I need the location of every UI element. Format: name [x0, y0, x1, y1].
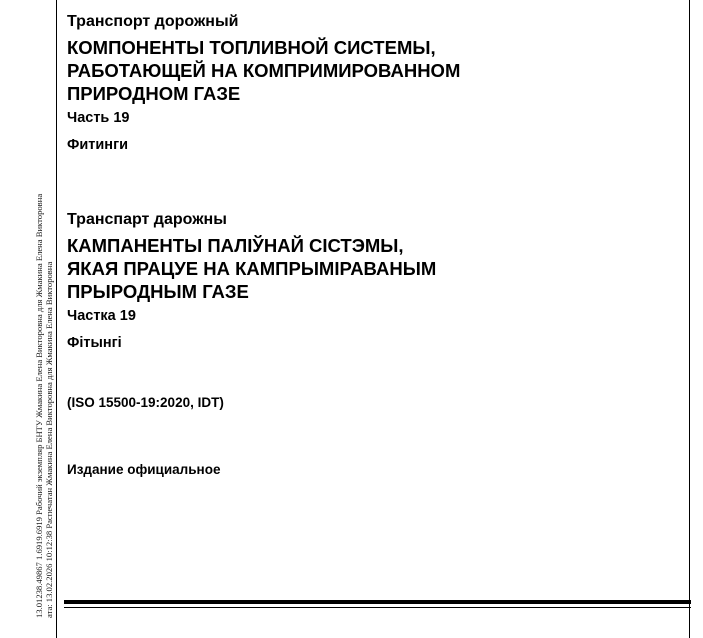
ru-part-name: Фитинги: [67, 137, 129, 153]
ru-title: [67, 36, 677, 105]
ru-title-line-3: ПРИРОДНОМ ГАЗЕ: [67, 83, 241, 104]
be-title-line-2: ЯКАЯ ПРАЦУЕ НА КАМПРЫМІРАВАНЫМ: [67, 258, 437, 279]
iso-reference: (ISO 15500-19:2020, IDT): [67, 395, 224, 410]
ru-title-line-1: КОМПОНЕНТЫ ТОПЛИВНОЙ СИСТЕМЫ,: [67, 37, 436, 58]
be-part-number: Частка 19: [67, 308, 136, 324]
bottom-rule-thick: [64, 600, 691, 604]
ru-title-line-2: РАБОТАЮЩЕЙ НА КОМПРИМИРОВАННОМ: [67, 60, 461, 81]
side-stamp-line-2: ата: 13.02.2026 10:12:38 Распечатан Жмакина Елена Викторовна для Жмакина Елена Викторовна: [44, 261, 54, 618]
be-part-name: Фітынгі: [67, 335, 122, 351]
belarusian-title-block: [67, 210, 677, 353]
be-title: [67, 234, 677, 303]
official-edition-label: Издание официальное: [67, 462, 221, 477]
side-stamp-line-1: 13.01238.49867 1.6919.6919 Рабочий экземпляр БНТУ Жмакина Елена Викторовна для Жмакина Елена Викторовна: [34, 193, 44, 618]
russian-title-block: [67, 12, 677, 155]
be-title-line-1: КАМПАНЕНТЫ ПАЛІЎНАЙ СІСТЭМЫ,: [67, 235, 404, 256]
bottom-rule-thin: [64, 607, 691, 608]
be-title-line-3: ПРЫРОДНЫМ ГАЗЕ: [67, 281, 249, 302]
side-watermark-stamp: [0, 0, 56, 620]
ru-part-number: Часть 19: [67, 110, 130, 126]
be-subtitle: Транспарт дарожны: [67, 211, 227, 228]
ru-subtitle: Транспорт дорожный: [67, 13, 239, 30]
